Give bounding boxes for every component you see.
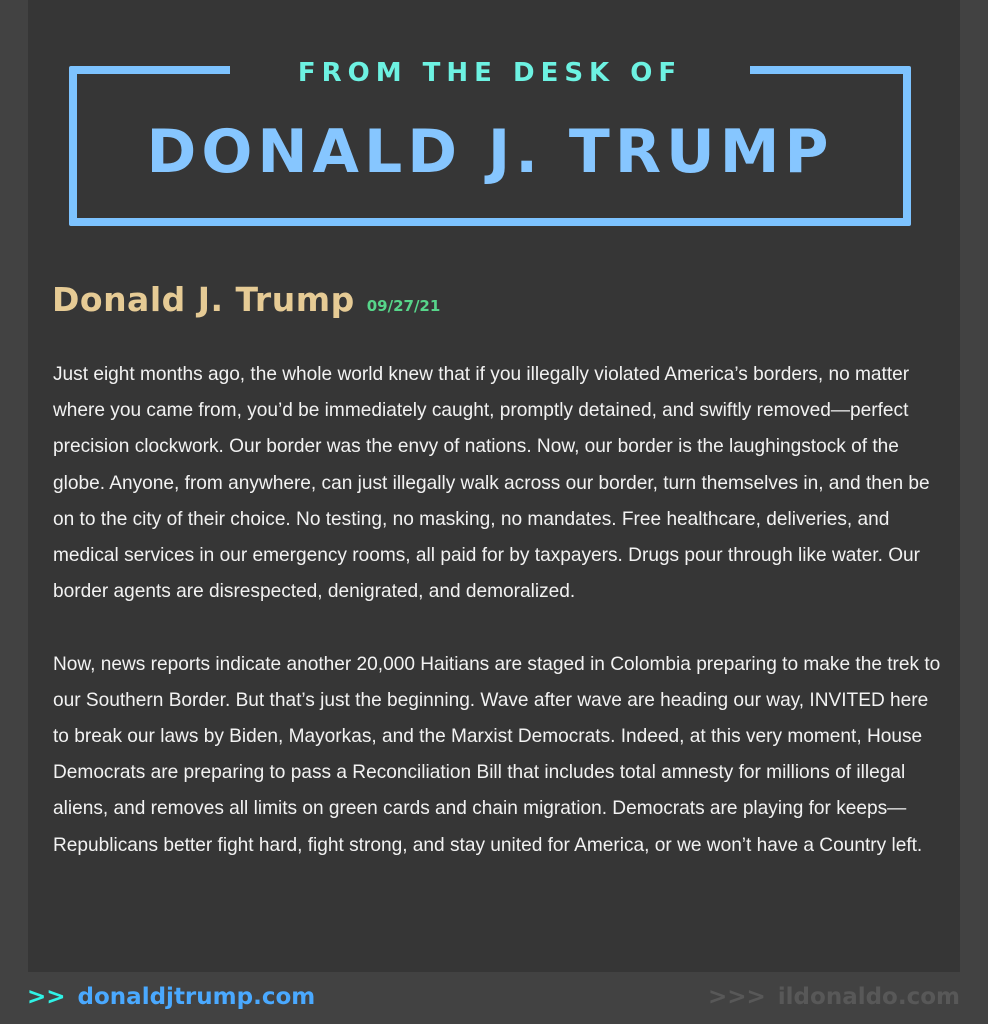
header-masthead: DONALD J. TRUMP (146, 117, 834, 187)
post-date: 09/27/21 (366, 297, 441, 315)
post-paragraph: Now, news reports indicate another 20,000 Haitians are staged in Colombia preparing to make the trek to our Southern Border. But that’s just the beginning. Wave after wave are heading our way, INVITED here to break our laws by Biden, Mayorkas, and the Marxist Democrats. Indeed, at this very moment, House Democrats are preparing to pass a Reconciliation Bill that includes total amnesty for millions of illegal aliens, and removes all limits on green cards and chain migration. Democrats are playing for keeps—Republicans better fight hard, fight strong, and stay united for America, or we won’t have a Country left. (53, 653, 941, 856)
ildonaldo-watermark: ildonaldo.com (777, 984, 960, 1010)
post-paragraph: Just eight months ago, the whole world knew that if you illegally violated America’s borders, no matter where you came from, you’d be immediately caught, promptly detained, and swiftly removed—perfect precision clockwork. Our border was the envy of nations. Now, our border is the laughingstock of the globe. Anyone, from anywhere, can just illegally walk across our border, turn themselves in, and then be on to the city of their choice. No testing, no masking, no mandates. Free healthcare, deliveries, and medical services in our emergency rooms, all paid for by taxpayers. Drugs pour through like water. Our border agents are disrespected, denigrated, and demoralized. (53, 364, 930, 603)
donaldjtrump-link[interactable]: donaldjtrump.com (77, 984, 316, 1010)
post-body (53, 357, 943, 900)
author-row (52, 280, 440, 324)
footer-right (708, 980, 960, 1014)
header-eyebrow: FROM THE DESK OF (297, 58, 683, 88)
triple-arrow-icon: >>> (707, 984, 766, 1010)
author-name: Donald J. Trump (52, 280, 355, 319)
double-arrow-icon: >> (27, 984, 66, 1010)
footer-left (27, 980, 315, 1014)
